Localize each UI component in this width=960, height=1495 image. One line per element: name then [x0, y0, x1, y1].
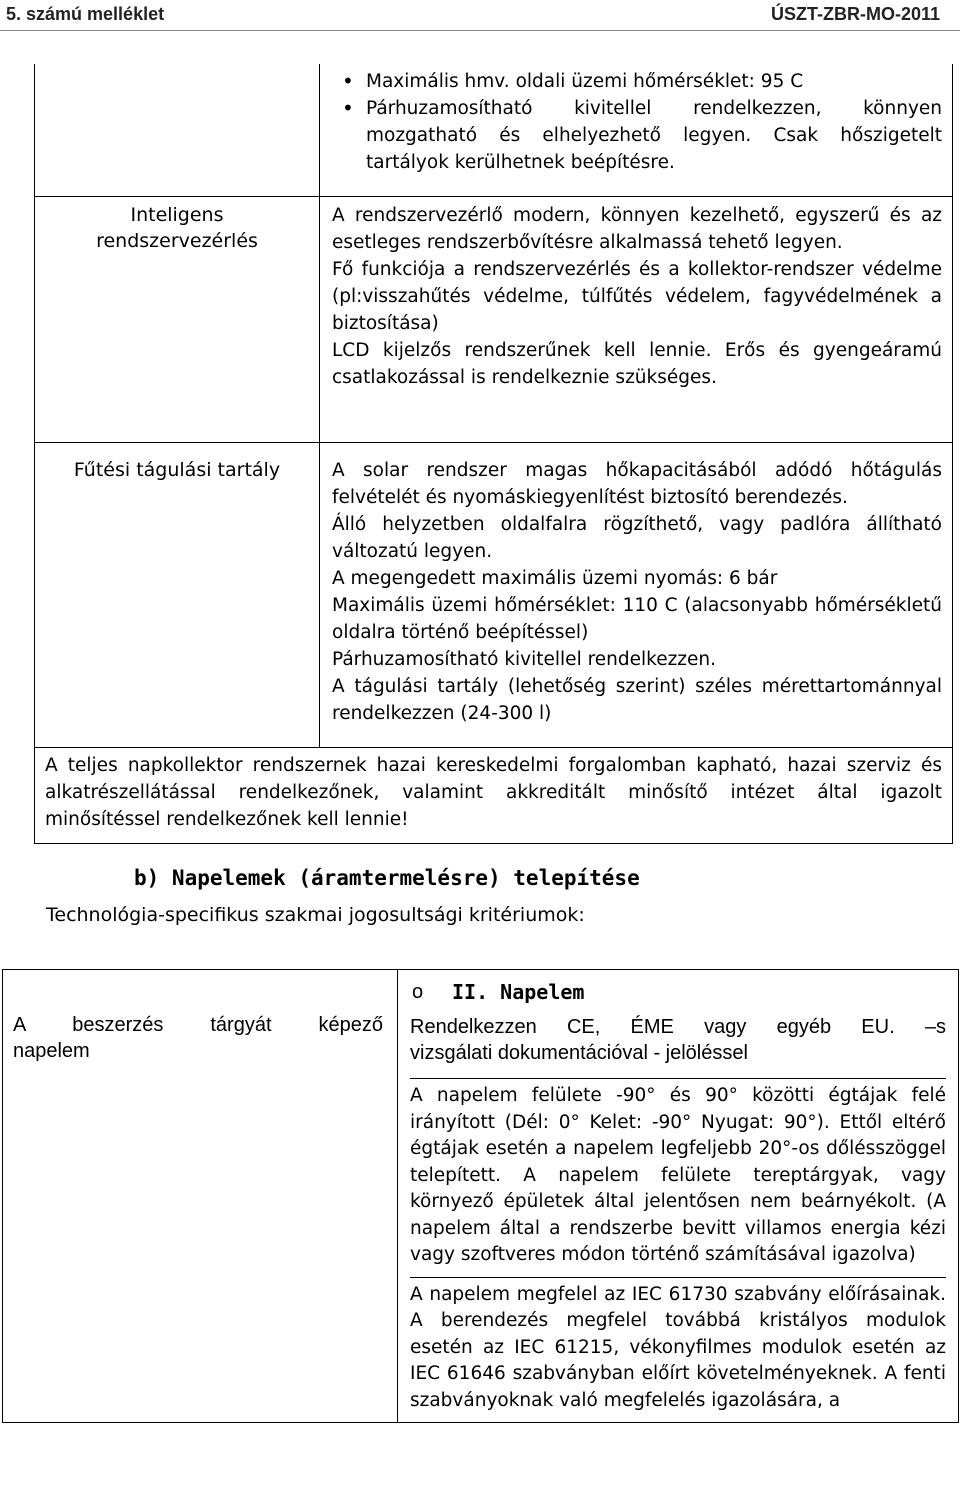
row-label: Inteligens rendszervezérlés: [96, 204, 258, 252]
header-divider: [0, 30, 960, 31]
requirement-line: vizsgálati dokumentációval - jelöléssel: [410, 1042, 748, 1064]
item-title: II. Napelem: [452, 980, 585, 1004]
paragraph: Párhuzamosítható kivitellel rendelkezzen.: [332, 649, 717, 670]
paragraph: Álló helyzetben oldalfalra rögzíthető, vagy padlóra állítható változatú legyen.: [332, 514, 942, 562]
row-label-line: napelem: [13, 1040, 90, 1062]
paragraph: LCD kijelzős rendszerűnek kell lennie. Erős és gyengeáramú csatlakozással is rendelkeznie szükséges.: [332, 340, 942, 388]
header-annex-label: 5. számú melléklet: [6, 4, 165, 24]
summary-text: A teljes napkollektor rendszernek hazai kereskedelmi forgalomban kapható, hazai szerviz és alkatrészellátással rendelkezőnek, valamint akkreditált minősítő intézet által igazolt minősítéssel rendelkezőnek kell lennie!: [45, 755, 942, 830]
table-row: [3, 970, 959, 1423]
table-cell-summary: [35, 748, 953, 844]
table-cell-controller: [320, 197, 953, 443]
solar-requirements-table: [34, 64, 953, 844]
paragraph: A tágulási tartály (lehetőség szerint) széles mérettartománnyal rendelkezzen (24-300 l): [332, 676, 942, 724]
table-cell-bullets: [320, 64, 953, 197]
table-cell-requirements: [398, 970, 959, 1423]
pv-requirements-table: [2, 969, 959, 1423]
row-label-subject: [3, 970, 398, 1423]
paragraph: A rendszervezérlő modern, könnyen kezelhető, egyszerű és az esetleges rendszerbővítésre alkalmassá tehető legyen.: [332, 205, 942, 253]
row-label: Fűtési tágulási tartály: [73, 459, 281, 481]
requirement-certification: [410, 1010, 946, 1078]
section-heading: b) Napelemek (áramtermelésre) telepítése: [134, 866, 640, 890]
paragraph: Maximális üzemi hőmérséklet: 110 C (alacsonyabb hőmérsékletű oldalra történő beépítéssel): [332, 595, 942, 643]
requirement-line: Rendelkezzen CE, ÉME vagy egyéb EU. –s: [410, 1016, 946, 1038]
section-subheading: Technológia-specifikus szakmai jogosultsági kritériumok:: [46, 904, 585, 926]
item-title-row: [410, 970, 946, 1010]
table-row: [35, 197, 953, 443]
paragraph: Fő funkciója a rendszervezérlés és a kollektor-rendszer védelme (pl:visszahűtés védelme, túlfűtés védelem, fagyvédelmének a biztosítása): [332, 259, 942, 334]
header-document-code: ÚSZT-ZBR-MO-2011: [770, 4, 940, 24]
requirement-orientation: A napelem felülete -90° és 90° közötti égtájak felé irányított (Dél: 0° Kelet: -90° Nyugat: 90°). Ettől eltérő égtájak esetén a napelem legfeljebb 20°-os dőlésszöggel telepített. A napelem felülete tereptárgyak, vagy környező épületek által jelentősen nem beárnyékolt. (A napelem által a rendszerbe bevitt villamos energia kézi vagy szoftveres módon történő számításával igazolva): [410, 1078, 946, 1277]
table-row: [35, 443, 953, 748]
row-label-controller: [35, 197, 320, 443]
list-marker: o: [412, 981, 424, 1003]
row-label-expansion: [35, 443, 320, 748]
table-row: [35, 748, 953, 844]
paragraph: A megengedett maximális üzemi nyomás: 6 bár: [332, 568, 778, 589]
row-label-line: A beszerzés tárgyát képező: [13, 1014, 383, 1036]
list-item: • Párhuzamosítható kivitellel rendelkezzen, könnyen mozgatható és elhelyezhető legyen. Csak hőszigetelt tartályok kerülhetnek beépítésre.: [332, 95, 942, 176]
requirement-standards: A napelem megfelel az IEC 61730 szabvány előírásainak. A berendezés megfelel továbbá kristályos modulok esetén az IEC 61215, vékonyfilmes modulok esetén az IEC 61646 szabványban előírt követelményeknek. A fenti szabványoknak való megfelelés igazolására, a: [410, 1277, 946, 1423]
table-cell-empty: [35, 64, 320, 197]
list-item: • Maximális hmv. oldali üzemi hőmérséklet: 95 C: [332, 68, 942, 95]
table-cell-expansion: [320, 443, 953, 748]
table-row: [35, 64, 953, 197]
bullet-list: [332, 68, 942, 176]
paragraph: A solar rendszer magas hőkapacitásából adódó hőtágulás felvételét és nyomáskiegyenlítést biztosító berendezés.: [332, 460, 942, 508]
